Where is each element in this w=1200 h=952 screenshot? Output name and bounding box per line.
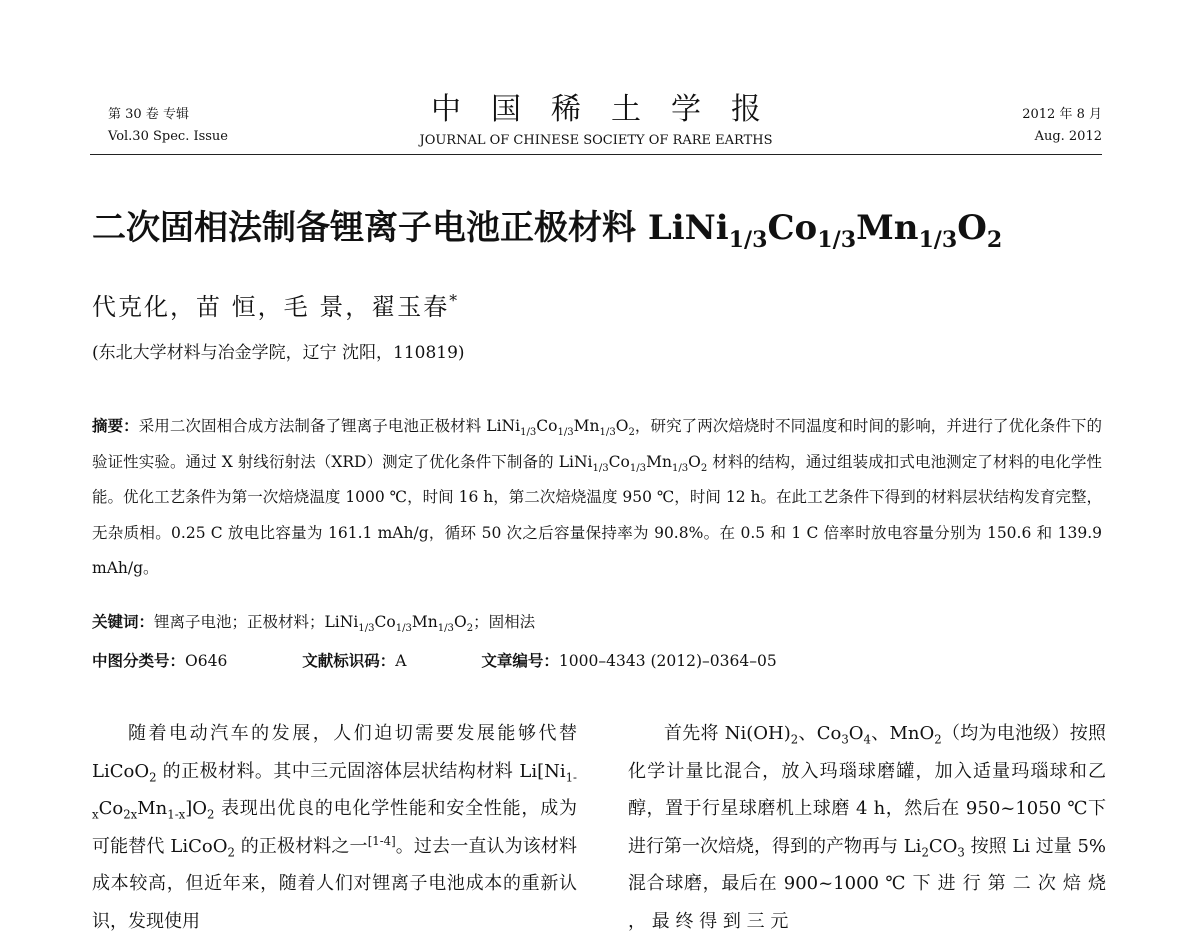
- body-column-left: [92, 715, 577, 940]
- abstract-label: 摘要：: [92, 416, 139, 435]
- right-paragraph: 首先将 $Ni(OH)_2$、$Co_3O_4$、MnO$_2$（均为电池级）按照化学计量比混合，放入玛瑙球磨罐，加入适量玛瑙球和乙醇，置于行星球磨机上球磨 4 h，然后在 950~1050 ℃下进行第一次焙烧，得到的产物再与 $Li_2CO_3$ 按照 Li 过量 5%混合球磨，最后在 900~1000 ℃ 下 进 行 第 二 次 焙 烧 ， 最 终 得 到 三 元: [628, 723, 1107, 932]
- keywords-label: 关键词：: [92, 612, 155, 631]
- issue-date: [1022, 104, 1102, 148]
- article-number-group: [481, 652, 776, 670]
- author-list: 代克化，苗 恒，毛 景，翟玉春*: [92, 292, 460, 321]
- affiliation: (东北大学材料与冶金学院，辽宁 沈阳，110819): [92, 343, 465, 363]
- keywords: [92, 607, 535, 637]
- classification-line: [92, 646, 777, 676]
- journal-name-cn: 中国稀土学报: [431, 92, 791, 127]
- title-formula: $LiNi_{1/3}Co_{1/3}Mn_{1/3}O_2$: [647, 208, 1003, 253]
- body-column-right: [628, 715, 1106, 940]
- abstract: [92, 408, 1102, 587]
- journal-name-en: JOURNAL OF CHINESE SOCIETY OF RARE EARTHS: [419, 133, 773, 148]
- doc-code-value: A: [395, 652, 407, 670]
- header-rule: [90, 154, 1102, 155]
- article-title: [92, 206, 1003, 253]
- volume-cn: 第 30 卷 专辑: [108, 107, 189, 122]
- doc-code-group: [302, 646, 406, 676]
- clc-label: 中图分类号：: [92, 651, 186, 670]
- article-number-value: 1000–4343 (2012)–0364–05: [558, 652, 777, 670]
- clc-value: O646: [185, 652, 228, 670]
- date-en: Aug. 2012: [1034, 129, 1102, 144]
- title-prefix: 二次固相法制备锂离子电池正极材料: [92, 208, 648, 248]
- keywords-text: 锂离子电池；正极材料；$LiNi_{1/3}Co_{1/3}Mn_{1/3}O_2$；固相法: [154, 613, 536, 635]
- journal-name: [90, 92, 1102, 150]
- article-number-label: 文章编号：: [481, 651, 559, 670]
- abstract-text: 采用二次固相合成方法制备了锂离子电池正极材料 $LiNi_{1/3}Co_{1/3}Mn_{1/3}O_2$，研究了两次焙烧时不同温度和时间的影响，并进行了优化条件下的验证性实验。通过 X 射线衍射法（XRD）测定了优化条件下制备的 $LiNi_{1/3}Co_{1/3}Mn_{1/3}O_2$ 材料的结构，通过组装成扣式电池测定了材料的电化学性能。优化工艺条件为第一次焙烧温度 1000 ℃，时间 16 h，第二次焙烧温度 950 ℃，时间 12 h。在此工艺条件下得到的材料层状结构发育完整，无杂质相。0.25 C 放电比容量为 161.1 mAh/g，循环 50 次之后容量保持率为 90.8%。在 0.5 和 1 C 倍率时放电容量分别为 150.6 和 139.9 mAh/g。: [92, 417, 1102, 577]
- volume-en: Vol.30 Spec. Issue: [108, 129, 228, 144]
- journal-header: [90, 92, 1102, 152]
- doc-code-label: 文献标识码：: [302, 651, 396, 670]
- left-paragraph: 随着电动汽车的发展，人们迫切需要发展能够代替 LiCoO$_2$ 的正极材料。其中三元固溶体层状结构材料 $Li[Ni_{1-x}Co_{2x}Mn_{1-x}]O_2$ 表现出优良的电化学性能和安全性能，成为可能替代 LiCoO$_2$ 的正极材料之一[1-4]。过去一直认为该材料成本较高，但近年来，随着人们对锂离子电池成本的重新认识，发现使用: [92, 723, 577, 932]
- date-cn: 2012 年 8 月: [1022, 107, 1102, 122]
- clc-group: [92, 646, 227, 676]
